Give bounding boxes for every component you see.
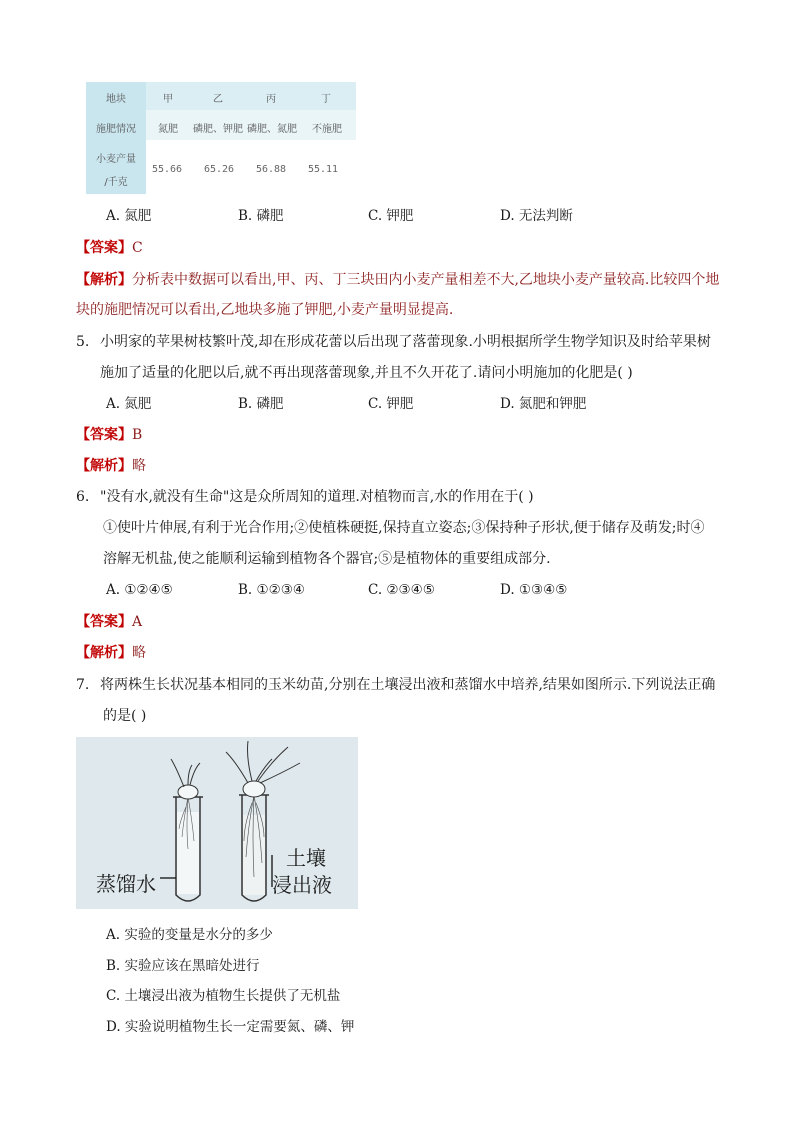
table-header-yi: 乙: [213, 94, 223, 105]
table-header-jia: 甲: [163, 94, 173, 105]
q5-option-a[interactable]: A. 氮肥: [106, 396, 152, 412]
q6-option-c[interactable]: C. ②③④⑤: [368, 582, 435, 598]
q5-analysis: [76, 456, 146, 476]
table-header-plot: 地块: [106, 94, 126, 105]
table-cell: 不施肥: [312, 124, 342, 135]
answer-tag: 【答案】: [76, 240, 132, 256]
table-cell: 56.88: [255, 164, 287, 175]
q5-option-b[interactable]: B. 磷肥: [238, 396, 284, 412]
q6-option-a[interactable]: A. ①②④⑤: [106, 582, 173, 598]
analysis-tag: 【解析】: [76, 458, 132, 474]
q7-stem-line1: 将两株生长状况基本相同的玉米幼苗,分别在土壤浸出液和蒸馏水中培养,结果如图所示.下列说法正确: [100, 677, 716, 693]
table-cell: 55.66: [151, 164, 183, 175]
answer-value: C: [132, 240, 143, 256]
q4-option-d[interactable]: D. 无法判断: [500, 208, 573, 224]
q5-option-d[interactable]: D. 氮肥和钾肥: [500, 396, 587, 412]
table-cell: 磷肥、氮肥: [247, 124, 297, 135]
answer-value: B: [132, 427, 143, 443]
q4-option-c[interactable]: C. 钾肥: [368, 208, 414, 224]
analysis-text: 略: [132, 458, 146, 474]
analysis-tag: 【解析】: [76, 645, 132, 661]
q4-analysis-line2: 块的施肥情况可以看出,乙地块多施了钾肥,小麦产量明显提高.: [76, 302, 454, 318]
q4-option-a[interactable]: A. 氮肥: [106, 208, 152, 224]
q4-answer: [76, 238, 143, 258]
table-cell: 磷肥、钾肥: [193, 124, 243, 135]
analysis-text: 分析表中数据可以看出,甲、丙、丁三块田内小麦产量相差不大,乙地块小麦产量较高.比较四个地: [132, 272, 720, 288]
q7-number: 7.: [76, 677, 90, 693]
seedling-small: [171, 759, 200, 799]
q5-answer: [76, 425, 142, 445]
q6-number: 6.: [76, 489, 90, 505]
table-cell: 氮肥: [158, 124, 178, 135]
table-row-label-yield-unit: /千克: [104, 177, 128, 188]
q5-stem-line1: 小明家的苹果树枝繁叶茂,却在形成花蕾以后出现了落蕾现象.小明根据所学生物学知识及时给苹果树: [100, 334, 711, 350]
q4-option-b[interactable]: B. 磷肥: [238, 208, 284, 224]
q7-option-a[interactable]: A. 实验的变量是水分的多少: [106, 927, 273, 943]
q4-analysis: [76, 270, 719, 290]
q5-stem-line2: 施加了适量的化肥以后,就不再出现落蕾现象,并且不久开花了.请问小明施加的化肥是( ): [100, 365, 633, 381]
table-header-ding: 丁: [321, 94, 331, 105]
label-soil: 土壤: [286, 846, 326, 870]
label-distilled-water: 蒸馏水: [96, 872, 156, 896]
answer-tag: 【答案】: [76, 614, 132, 630]
q6-analysis: [76, 643, 146, 663]
q7-stem-line2: 的是( ): [103, 708, 147, 724]
table-cell: 55.11: [307, 164, 339, 175]
q6-answer: [76, 612, 142, 632]
table-header-bing: 丙: [266, 94, 276, 105]
analysis-tag: 【解析】: [76, 272, 132, 288]
answer-value: A: [132, 614, 143, 630]
q6-stem-line2: ①使叶片伸展,有利于光合作用;②使植株硬挺,保持直立姿态;③保持种子形状,便于储存及萌发;时④: [103, 520, 705, 536]
table-row-label-fertilizer: 施肥情况: [96, 124, 136, 135]
seedling-large: [226, 741, 300, 797]
label-soil-extract: 浸出液: [272, 873, 332, 897]
fertilizer-table: [86, 82, 356, 194]
analysis-text: 略: [132, 645, 146, 661]
q6-option-d[interactable]: D. ①③④⑤: [500, 582, 568, 598]
q7-option-c[interactable]: C. 土壤浸出液为植物生长提供了无机盐: [106, 988, 341, 1004]
q6-option-b[interactable]: B. ①②③④: [238, 582, 305, 598]
answer-tag: 【答案】: [76, 427, 132, 443]
distilled-liquid: [177, 812, 199, 894]
q7-option-d[interactable]: D. 实验说明植物生长一定需要氮、磷、钾: [106, 1019, 355, 1035]
table-row-label-yield: 小麦产量: [96, 154, 136, 165]
q7-option-b[interactable]: B. 实验应该在黑暗处进行: [106, 958, 260, 974]
table-cell: 65.26: [203, 164, 235, 175]
q6-stem-line1: "没有水,就没有生命"这是众所周知的道理.对植物而言,水的作用在于( ): [100, 489, 534, 505]
q6-stem-line3: 溶解无机盐,使之能顺利运输到植物各个器官;⑤是植物体的重要组成部分.: [103, 551, 551, 567]
test-tube-figure: [76, 737, 358, 909]
q5-number: 5.: [76, 334, 90, 350]
q5-option-c[interactable]: C. 钾肥: [368, 396, 414, 412]
